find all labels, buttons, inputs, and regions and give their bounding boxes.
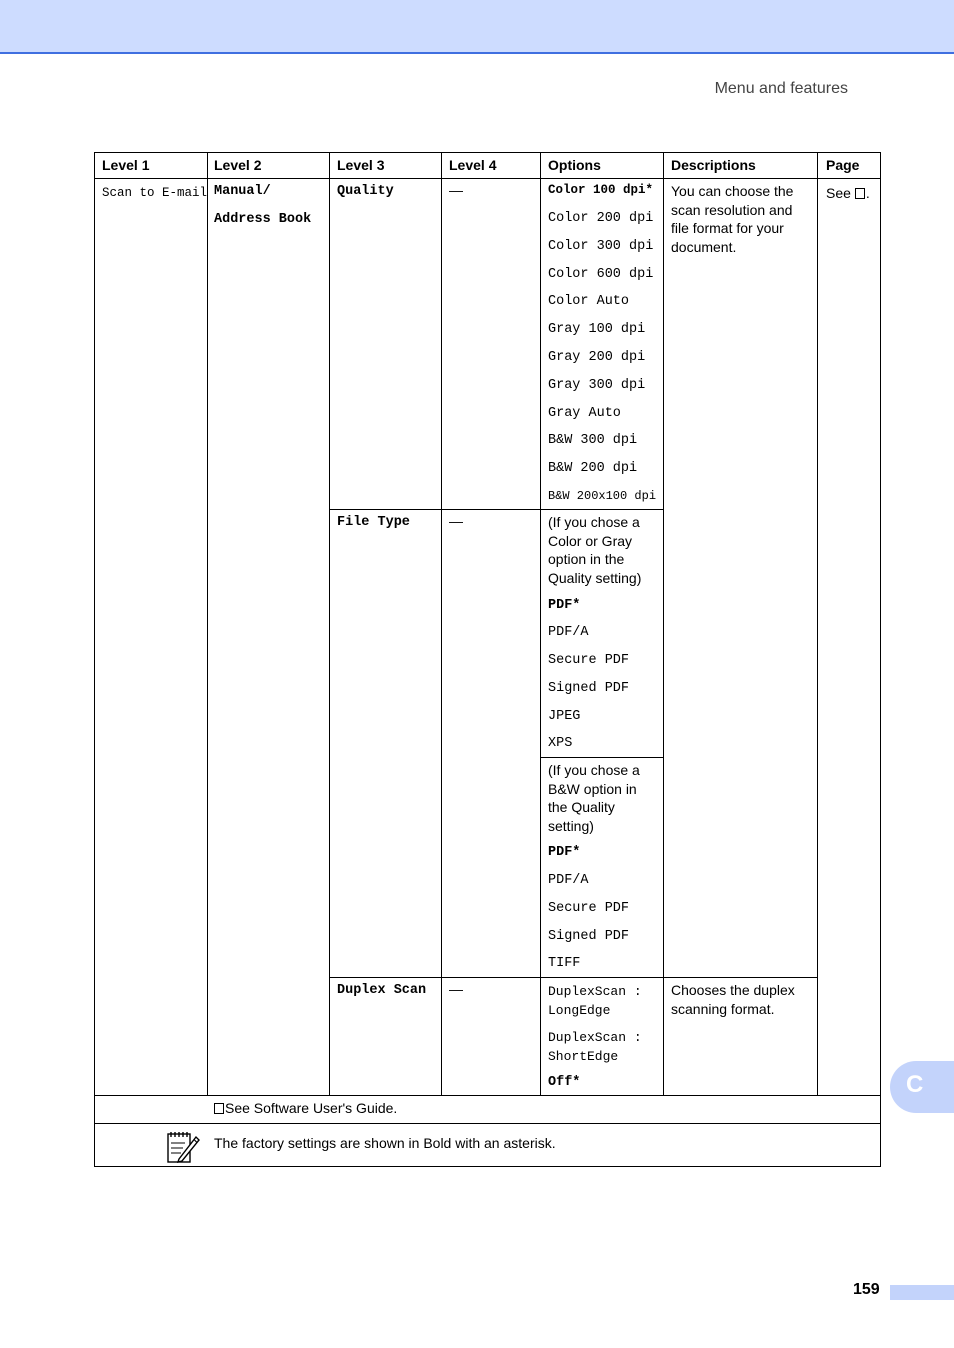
quality-option: B&W 200 dpi xyxy=(548,461,638,476)
file-type-color-option: PDF* xyxy=(548,598,581,613)
quality-option: Gray 200 dpi xyxy=(548,350,646,365)
chapter-tab xyxy=(890,1061,954,1113)
quality-option: Color Auto xyxy=(548,294,630,309)
header-level1: Level 1 xyxy=(102,157,150,173)
quality-option: B&W 200x100 dpi xyxy=(548,489,657,503)
top-band xyxy=(0,0,954,54)
quality-option: Color 100 dpi* xyxy=(548,183,654,197)
quality-description: You can choose the scan resolution and file format for your document. xyxy=(671,183,794,255)
footnote-text: See Software User's Guide. xyxy=(225,1100,398,1116)
note-text: The factory settings are shown in Bold with an asterisk. xyxy=(214,1135,556,1151)
quality-option: Color 600 dpi xyxy=(548,267,654,282)
duplex-option: Off* xyxy=(548,1075,581,1090)
menu-table xyxy=(94,152,881,1167)
quality-option: Gray Auto xyxy=(548,406,621,421)
header-page: Page xyxy=(826,157,860,173)
file-type-bw-option: PDF/A xyxy=(548,873,589,888)
duplex-option: DuplexScan : ShortEdge xyxy=(548,1030,642,1064)
quality-option: Color 200 dpi xyxy=(548,211,654,226)
file-type-bw-option: Signed PDF xyxy=(548,929,630,944)
file-type-color-option: PDF/A xyxy=(548,625,589,640)
level3-duplex-scan: Duplex Scan xyxy=(337,983,427,998)
file-type-bw-option: TIFF xyxy=(548,956,581,971)
duplex-description: Chooses the duplex scanning format. xyxy=(671,982,795,1017)
level2-line2: Address Book xyxy=(214,212,312,227)
quality-option: Color 300 dpi xyxy=(548,239,654,254)
chapter-tab-label: C xyxy=(906,1071,924,1098)
file-type-bw-option: PDF* xyxy=(548,845,581,860)
box-reference-icon xyxy=(214,1103,224,1114)
file-type-color-note: (If you chose a Color or Gray option in the Quality setting) xyxy=(548,514,642,586)
level4-file-type-dash: — xyxy=(449,513,463,529)
file-type-color-option: JPEG xyxy=(548,709,581,724)
file-type-color-option: Signed PDF xyxy=(548,681,630,696)
level3-file-type: File Type xyxy=(337,515,410,530)
level3-quality: Quality xyxy=(337,184,394,199)
level1-value: Scan to E-mail xyxy=(102,186,208,200)
file-type-color-option: Secure PDF xyxy=(548,653,630,668)
level2-line1: Manual/ xyxy=(214,184,271,199)
file-type-bw-option: Secure PDF xyxy=(548,901,630,916)
page-number: 159 xyxy=(853,1281,880,1298)
header-options: Options xyxy=(548,157,601,173)
footnote-row xyxy=(214,1100,397,1116)
level4-quality-dash: — xyxy=(449,182,463,198)
header-level2: Level 2 xyxy=(214,157,262,173)
header-descriptions: Descriptions xyxy=(671,157,756,173)
quality-option: B&W 300 dpi xyxy=(548,433,638,448)
file-type-bw-note: (If you chose a B&W option in the Quality setting) xyxy=(548,762,640,834)
header-level3: Level 3 xyxy=(337,157,385,173)
level4-duplex-dash: — xyxy=(449,981,463,997)
file-type-color-option: XPS xyxy=(548,736,573,751)
duplex-option: DuplexScan : LongEdge xyxy=(548,984,642,1018)
box-reference-icon xyxy=(855,188,865,199)
note-pencil-icon xyxy=(165,1129,201,1170)
page-number-bar xyxy=(890,1285,954,1300)
header-level4: Level 4 xyxy=(449,157,497,173)
quality-option: Gray 300 dpi xyxy=(548,378,646,393)
section-title: Menu and features xyxy=(714,80,848,97)
quality-option: Gray 100 dpi xyxy=(548,322,646,337)
quality-page-ref: See . xyxy=(826,185,870,201)
